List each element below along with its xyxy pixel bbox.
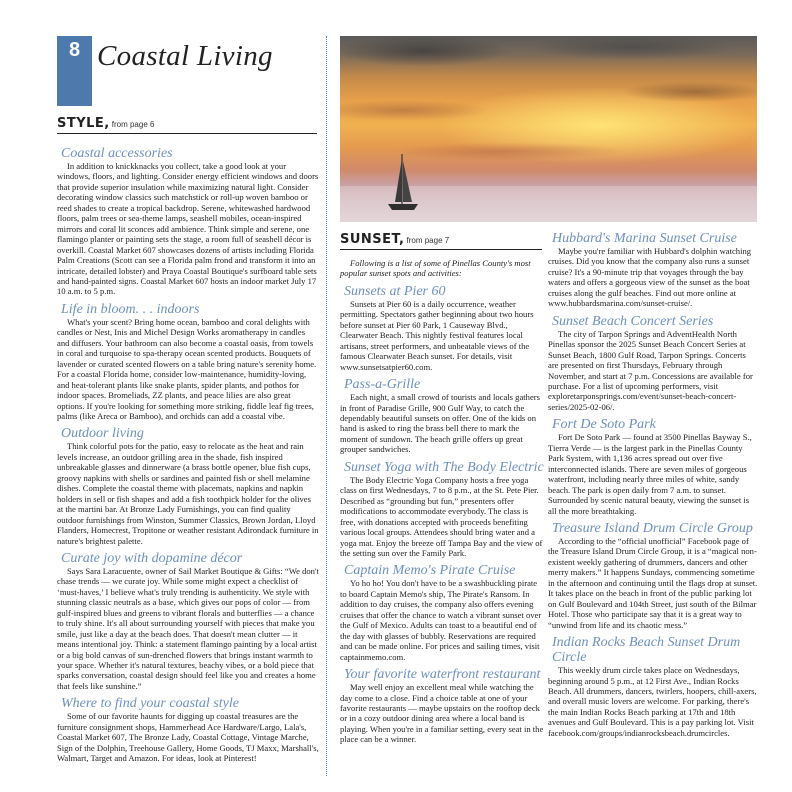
column-divider (326, 36, 327, 776)
subheading: Curate joy with dopamine décor (61, 550, 243, 566)
paragraph: Sunsets at Pier 60 is a daily occurrence, weather permitting. Spectators gather beginning about two hours before sunset at Pier 60 Park, 1 Causeway Blvd., Clearwater Beach. This nightly festival features local artisans, street performers, and unbeatable views of the famous Clearwater Beach sunset. For details, visit www.sunsetsatpier60.com. (340, 298, 534, 372)
sunset-jump-header (340, 230, 542, 250)
paragraph: According to the “official unofficial” Facebook page of the Treasure Island Drum Circle Group, it is a “magical non-existent weekly gathering of drummers, dancers and other merry makers.” It happens Sundays, commencing sometime in the afternoon and continuing until the flags drop at sunset. It takes place on the beach in front of the public parking lot on Gulf Boulevard and 104th Street, just south of the Bilmar Hotel. Those who participate say that it is a great way to “unwind from life and its chaotic mess.” (548, 535, 758, 630)
subheading: Pass-a-Grille (344, 377, 421, 393)
subheading: Life in bloom. . . indoors (61, 301, 200, 317)
paragraph: Each night, a small crowd of tourists and locals gathers in front of Paradise Grille, 900 Gulf Way, to catch the dependably beautiful sunsets on offer. One of the kids on hand is asked to ring the brass bell there to mark the moment of sundown. The beach grille offers up great grouper sandwiches. (340, 392, 540, 455)
subheading: Sunsets at Pier 60 (344, 283, 446, 299)
subheading: Fort De Soto Park (552, 417, 656, 433)
paragraph: What's your scent? Bring home ocean, bamboo and coral delights with candles or Nest, Inis and Michel Design Works aromatherapy in candles and diffusers. Your bathroom can also become a coastal oasis, from towels in coral and turquoise to spa-therapy ocean scented products. Bouquets of lavender or curated scented flowers on a table bring nature's serenity home. For a coastal Florida home, consider low-maintenance, humidity-loving, and heat-tolerant plants like snake plants, spider plants, and pothos for indoor spaces. Bromeliads, ZZ plants, and peace lilies are also great options. If you're looking for something more striking, fiddle leaf fig trees, palms (like Areca or Bamboo), and orchids can add a coastal vibe. (57, 316, 317, 421)
style-jump-header (57, 114, 317, 134)
subheading: Coastal accessories (61, 146, 173, 161)
paragraph: Think colorful pots for the patio, easy to relocate as the heat and rain levels increase, an outdoor grilling area in the shade, fish inspired unbreakable glasses and dinnerware (a brass bottle opener, blue fish cups, groovy napkins with shells or sardines and painted fish or shell melamine dishes. Complete the coastal theme with placemats, napkins and napkin holders in sell or fish shapes and add a fish toothpick holder for the olives at the martini bar. At Bronze Lady Furnishings, you can find quality outdoor furnishings from Winston, Summer Classics, Brown Jordan, Lloyd Flanders, Homecrest, Tropitone or weather resistant Adirondack furniture in nature's brightest palette. (57, 441, 319, 546)
paragraph: Fort De Soto Park — found at 3500 Pinellas Bayway S., Tierra Verde — is the largest park in the Pinellas County Park System, with 1,136 acres spread out over five interconnected islands. There are seven miles of gorgeous waterfront, including nearly three miles of white, sandy beach. The park is open daily from 7 a.m. to sunset. Surrounded by scenic natural beauty, viewing the sunset is all the more breathtaking. (548, 432, 752, 516)
subheading: Captain Memo's Pirate Cruise (344, 563, 516, 579)
subheading: Treasure Island Drum Circle Group (552, 520, 753, 536)
jump-from: from page 6 (111, 120, 155, 129)
sailboat-icon (340, 36, 757, 222)
paragraph: May well enjoy an excellent meal while watching the day come to a close. Find a choice table at one of your favorite restaurants — maybe upstairs on the rooftop deck or in a cozy outdoor dining area where a local band is playing. When you're in a familiar setting, every seat in the place can be a winner. (340, 682, 544, 745)
subheading: Your favorite waterfront restaurant (344, 667, 541, 683)
subheading: Sunset Beach Concert Series (552, 313, 714, 329)
style-article-column (57, 141, 319, 764)
jump-title: STYLE, (57, 116, 110, 131)
sunset-intro: Following is a list of some of Pinellas County's most popular sunset spots and activities: (340, 258, 531, 279)
page-number: 8 (68, 39, 81, 61)
sunset-column-1 (340, 250, 544, 745)
jump-from: from page 7 (406, 236, 450, 245)
subheading: Where to find your coastal style (61, 696, 239, 712)
paragraph: In addition to knickknacks you collect, take a good look at your windows, floors, and lighting. Consider energy efficient windows and doors that provide superior insulation while maximizing natural light. Consider decorating window classics such matchstick or roll-up woven bamboo or reed shades to create a tropical backdrop. Serene, whitewashed hardwood floors, palm trees or sea-theme lamps, seashell mobiles, ocean-inspired mirrors and coral lit sconces add ambience. Think simple and serene, one flamingo planter or painting sets the stage, a room full of seashell décor is overkill. Coastal Market 607 showcases dozens of artists including Florida Palm Creations (Scott can see a Florida palm frond and transform it into an intricate, detailed lobster) and Praya Coastal Boutique's surfboard table sets and hand-painted signs. Coastal Market 607 hosts an indoor market July 17 10 a.m. to 5 p.m. (57, 161, 319, 297)
paragraph: Yo ho ho! You don't have to be a swashbuckling pirate to board Captain Memo's ship, The Pirate's Ransom. In addition to day cruises, the company also offers evening cruises that offer the chance to watch a vibrant sunset over the Gulf of Mexico. Adults can toast to a beautiful end of the day with glasses of bubbly. Reservations are required and can be made online. For prices and sailing times, visit captainmemo.com. (340, 578, 542, 662)
paragraph: Maybe you're familiar with Hubbard's dolphin watching cruises. Did you know that the company also runs a sunset cruise? It's a 90-minute trip that voyages through the bay waters and offers a gorgeous view of the sunset as the boat cruises along the gulf beaches. Find out more online at www.hubbardsmarina.com/sunset-cruise/. (548, 246, 752, 309)
jump-title: SUNSET, (340, 232, 405, 247)
subheading: Indian Rocks Beach Sunset Drum Circle (552, 635, 741, 666)
subheading: Outdoor living (61, 426, 144, 442)
sunset-sailboat-photo (340, 36, 757, 222)
paragraph: This weekly drum circle takes place on Wednesdays, beginning around 5 p.m., at 12 First Ave., Indian Rocks Beach. All drummers, dancers, twirlers, hoopers, chill-axers, and overall music lovers are welcome. For parking, there's the main Indian Rocks Beach parking at 17th and 18th avenues and Gulf Boulevard. This is a pay parking lot. Visit facebook.com/groups/indianrocksbeach.drumcircles. (548, 665, 757, 738)
paragraph: Says Sara Laracuente, owner of Sail Market Boutique & Gifts: “We don't chase trends — we curate joy. While some might expect a checklist of ‘must-haves,’ I believe what's truly trending is authenticity. We style with stunning classic neutrals as a base, which gives our pops of color — from gulf-inspired blues and greens to vibrant florals and butterflies — a chance to truly shine. It's all about surrounding yourself with pieces that make you smile, just like a day at the beach does. That doesn't mean clutter — it means intentional joy. Think: a statement flamingo painting by a local artist or a big bold canvas of sun-drenched flowers that brings instant warmth to your space. Whether it's natural textures, beachy vibes, or a bold piece that sparks conversation, coastal design should feel like you and creates a home that feels like sunshine.” (57, 565, 319, 691)
page-number-badge (57, 36, 92, 106)
paragraph: The city of Tarpon Springs and AdventHealth North Pinellas sponsor the 2025 Sunset Beach Concert Series at Sunset Beach, 1800 Gulf Road, Tarpon Springs. Concerts are presented on first Thursdays, February through November, and start at 7 p.m. Concessions are available for purchase. For a list of upcoming performers, visit exploretarponsprings.com/event/sunset-beach-concert-series/2025-02-06/. (548, 328, 753, 412)
subheading: Sunset Yoga with The Body Electric (344, 459, 544, 475)
sunset-column-2 (548, 226, 758, 738)
subheading: Hubbard's Marina Sunset Cruise (552, 231, 737, 246)
paragraph: Some of our favorite haunts for digging up coastal treasures are the furniture consignment shops, Hammerhead Ace Hardware/Largo, Lala's, Coastal Market 607, The Bronze Lady, Coastal Cottage, Vintage Marche, Sign of the Dolphin, Treehouse Gallery, Home Goods, TJ Maxx, Marshall's, Walmart, Target and Amazon. For ideas, look at Pinterest! (57, 711, 319, 764)
paragraph: The Body Electric Yoga Company hosts a free yoga class on first Wednesdays, 7 to 8 p.m., at the St. Pete Pier. Described as “grounding but fun,” presenters offer modifications to accommodate everybody. The class is free, with donations accepted with proceeds benefiting various local groups. Attendees should bring water and a yoga mat. Enjoy the breeze off Tampa Bay and the view of the setting sun over the Family Park. (340, 474, 543, 558)
section-title: Coastal Living (97, 40, 273, 72)
